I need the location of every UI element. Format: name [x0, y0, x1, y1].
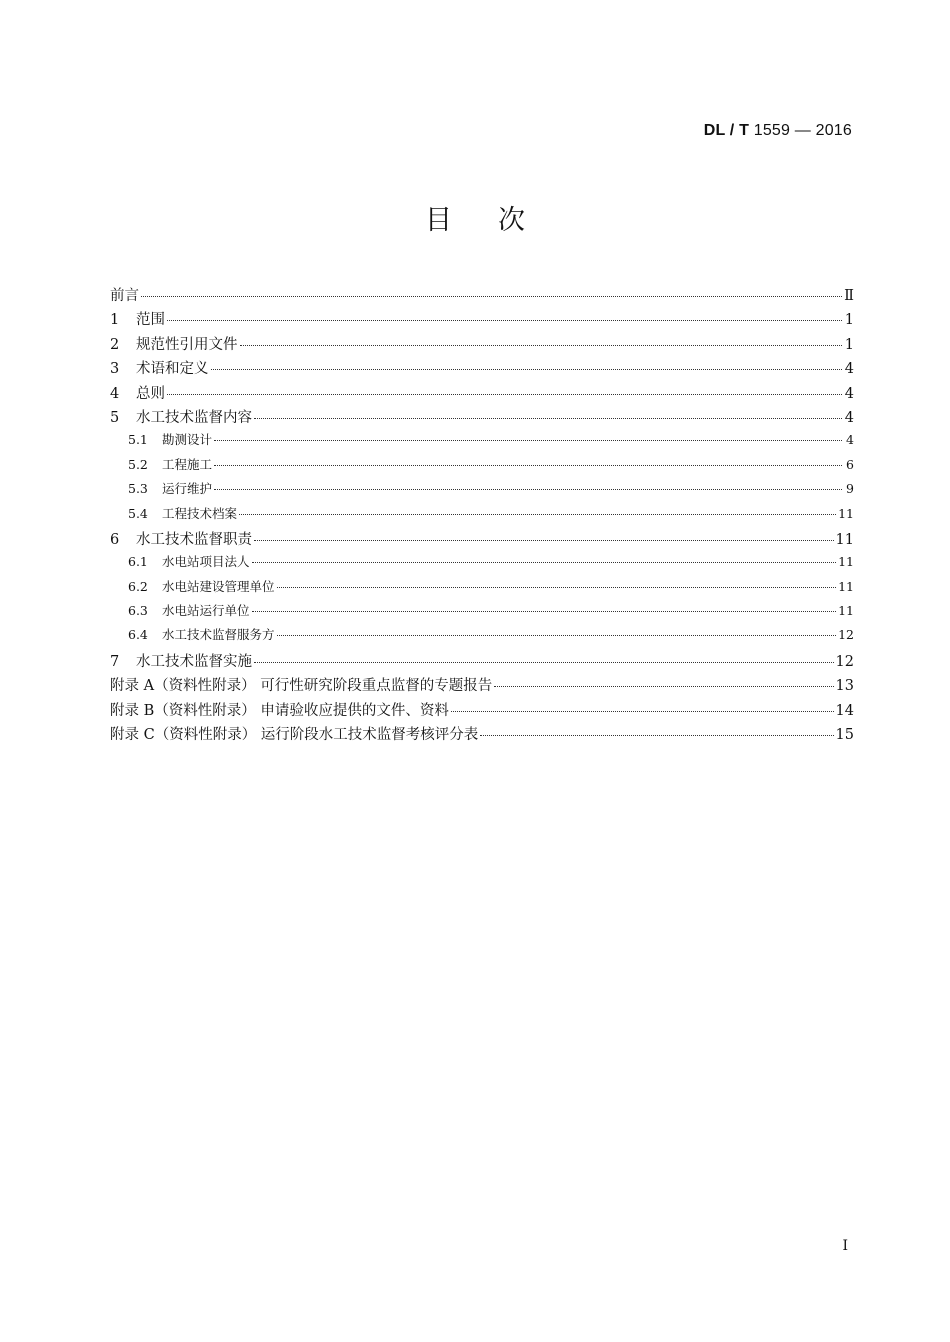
toc-entry-label: 规范性引用文件: [136, 336, 238, 353]
toc-entry-number: 6.3: [128, 603, 148, 619]
toc-leader-dots: [254, 418, 842, 419]
toc-entry-number: 3: [110, 361, 120, 378]
toc-entry-page: 4: [844, 361, 854, 378]
toc-entry-label: 术语和定义: [136, 361, 209, 378]
toc-leader-dots: [254, 662, 834, 663]
toc-entry-page: 4: [846, 432, 854, 448]
page-number: I: [842, 1238, 848, 1254]
toc-leader-dots: [214, 440, 842, 441]
toc-entry-page: 12: [838, 627, 854, 643]
toc-entry[interactable]: [110, 357, 854, 381]
toc-entry-label: 水电站项目法人: [162, 554, 250, 570]
toc-entry-label: 水工技术监督实施: [136, 653, 252, 670]
toc-entry-number: 6.2: [128, 578, 148, 594]
toc-entry-number: 1: [110, 312, 120, 329]
toc-entry-page: 1: [844, 336, 854, 353]
toc-entry[interactable]: [110, 552, 854, 576]
toc-entry-page: 14: [835, 702, 854, 719]
toc-entry[interactable]: [110, 504, 854, 528]
toc-entry-label: 总则: [136, 385, 165, 402]
toc-entry-label: 运行维护: [162, 481, 213, 497]
toc-leader-dots: [451, 711, 834, 712]
toc-entry-label: 附录 B（资料性附录） 申请验收应提供的文件、资料: [110, 702, 449, 719]
toc-entry-page: 11: [838, 578, 854, 594]
toc-entry[interactable]: [110, 406, 854, 430]
toc-entry-page: 9: [846, 481, 854, 497]
toc-entry-number: 5.2: [128, 456, 148, 472]
toc-entry-number: 4: [110, 385, 120, 402]
toc-entry-label: 水电站运行单位: [162, 603, 250, 619]
toc-entry-page: 11: [838, 505, 854, 521]
toc-leader-dots: [252, 562, 837, 563]
toc-entry[interactable]: [110, 333, 854, 357]
toc-entry-page: 1: [844, 312, 854, 329]
toc-entry[interactable]: [110, 674, 854, 698]
toc-leader-dots: [494, 686, 833, 687]
toc-leader-dots: [167, 320, 842, 321]
toc-entry-label: 附录 C（资料性附录） 运行阶段水工技术监督考核评分表: [110, 727, 479, 744]
toc-entry-number: 6: [110, 531, 120, 548]
toc-entry-number: 2: [110, 336, 120, 353]
toc-leader-dots: [141, 296, 842, 297]
toc-entry-page: 13: [835, 678, 854, 695]
toc-entry-label: 附录 A（资料性附录） 可行性研究阶段重点监督的专题报告: [110, 678, 493, 695]
toc-entry-number: 5.4: [128, 505, 148, 521]
toc-entry-number: 6.4: [128, 627, 148, 643]
toc-entry[interactable]: [110, 308, 854, 332]
toc-entry[interactable]: [110, 601, 854, 625]
toc-entry-page: 11: [838, 554, 854, 570]
toc-leader-dots: [214, 465, 842, 466]
toc-entry-page: 11: [838, 603, 854, 619]
toc-leader-dots: [277, 587, 837, 588]
toc-entry-page: Ⅱ: [844, 288, 854, 304]
toc-entry-number: 6.1: [128, 554, 148, 570]
toc-entry[interactable]: [110, 625, 854, 649]
toc-entry[interactable]: [110, 479, 854, 503]
toc-entry-page: 6: [846, 456, 854, 472]
standard-number: 1559 — 2016: [753, 122, 852, 139]
standard-prefix: DL / T: [703, 122, 750, 139]
toc-entry-page: 4: [844, 409, 854, 426]
standard-code: [704, 122, 852, 140]
toc-entry-label: 勘测设计: [162, 432, 213, 448]
toc-entry-label: 水电站建设管理单位: [162, 578, 275, 594]
toc-entry-label: 水工技术监督内容: [136, 409, 252, 426]
toc-entry-label: 工程施工: [162, 456, 213, 472]
toc-entry-label: 水工技术监督职责: [136, 531, 252, 548]
page-title: 目次: [425, 205, 571, 236]
toc-leader-dots: [254, 540, 834, 541]
toc-entry-label: 工程技术档案: [162, 505, 238, 521]
toc-entry-label: 水工技术监督服务方: [162, 627, 275, 643]
toc-leader-dots: [480, 735, 833, 736]
toc-entry[interactable]: [110, 723, 854, 747]
toc-leader-dots: [167, 394, 842, 395]
toc-entry[interactable]: [110, 284, 854, 308]
toc-leader-dots: [211, 369, 843, 370]
toc-entry-number: 5: [110, 409, 120, 426]
table-of-contents: [110, 284, 854, 747]
toc-entry-page: 11: [835, 531, 854, 548]
toc-entry-number: 5.3: [128, 481, 148, 497]
toc-leader-dots: [240, 345, 843, 346]
toc-entry[interactable]: [110, 577, 854, 601]
toc-entry[interactable]: [110, 528, 854, 552]
toc-entry-number: 7: [110, 653, 120, 670]
toc-leader-dots: [214, 489, 842, 490]
toc-entry-label: 前言: [110, 288, 139, 304]
toc-leader-dots: [252, 611, 837, 612]
toc-leader-dots: [239, 514, 836, 515]
toc-entry[interactable]: [110, 699, 854, 723]
toc-entry[interactable]: [110, 430, 854, 454]
toc-entry-label: 范围: [136, 312, 165, 329]
toc-entry[interactable]: [110, 650, 854, 674]
toc-entry-page: 15: [835, 727, 854, 744]
toc-entry[interactable]: [110, 455, 854, 479]
toc-leader-dots: [277, 635, 837, 636]
toc-entry-page: 12: [835, 653, 854, 670]
toc-entry-number: 5.1: [128, 432, 148, 448]
toc-entry-page: 4: [844, 385, 854, 402]
toc-entry[interactable]: [110, 382, 854, 406]
